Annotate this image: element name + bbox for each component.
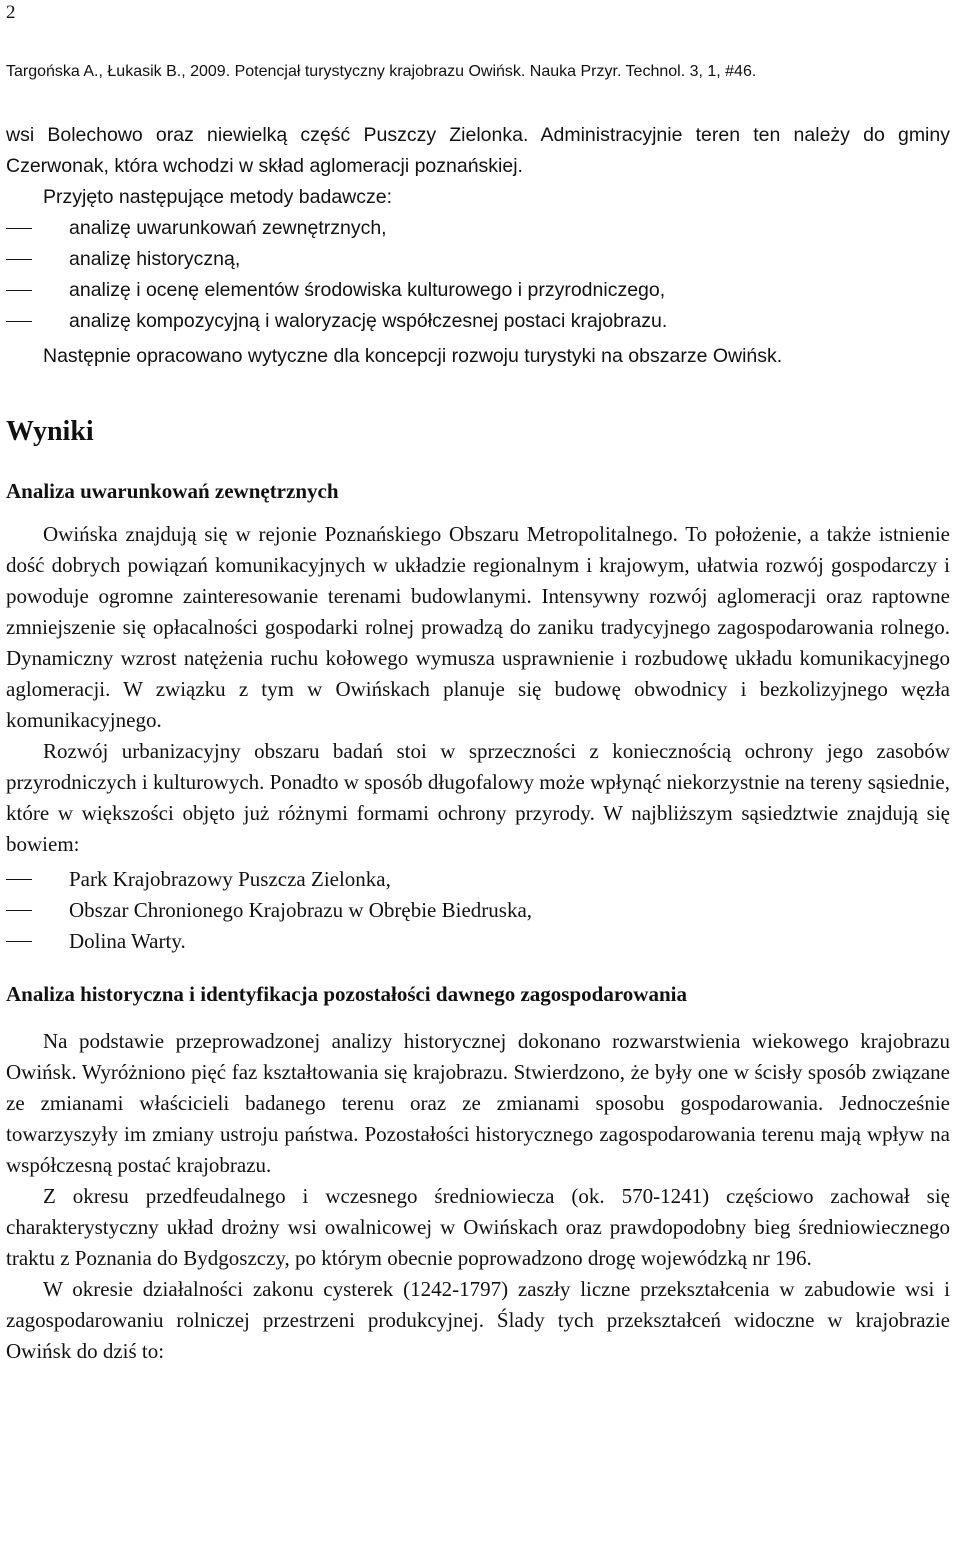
list-item: Obszar Chronionego Krajobrazu w Obrębie Biedruska,: [6, 895, 950, 926]
dash-bullet: [6, 259, 32, 260]
dash-bullet: [6, 879, 32, 880]
intro-paragraph: [6, 120, 950, 213]
subsection-heading-external: Analiza uwarunkowań zewnętrznych: [6, 479, 339, 503]
article-body: [6, 120, 950, 1367]
next-paragraph: Następnie opracowano wytyczne dla koncepcji rozwoju turystyki na obszarze Owińsk.: [43, 345, 783, 367]
intro-line: wsi Bolechowo oraz niewielką część Puszczy Zielonka. Administracyjnie teren ten należy do gminy Czerwonak, która wchodzi w skład aglomeracji poznańskiej.: [6, 124, 950, 177]
external-paragraph-2: Rozwój urbanizacyjny obszaru badań stoi w sprzeczności z koniecznością ochrony jego zasobów przyrodniczych i kulturowych. Ponadto w sposób długofalowy może wpłynąć niekorzystnie na tereny sąsiednie, które w większości objęto już różnymi formami ochrony przyrody. W najbliższym sąsiedztwie znajdują się bowiem:: [6, 739, 950, 856]
dash-bullet: [6, 941, 32, 942]
page-number: 2: [6, 2, 16, 23]
dash-bullet: [6, 290, 32, 291]
list-item: analizę i ocenę elementów środowiska kulturowego i przyrodniczego,: [6, 275, 950, 306]
protected-areas-list: [6, 864, 950, 957]
subsection-heading-historical: Analiza historyczna i identyfikacja pozostałości dawnego zagospodarowania: [6, 982, 687, 1006]
dash-bullet: [6, 321, 32, 322]
historical-paragraph-1: Na podstawie przeprowadzonej analizy historycznej dokonano rozwarstwienia wiekowego krajobrazu Owińsk. Wyróżniono pięć faz kształtowania się krajobrazu. Stwierdzono, że były one w ścisły sposób związane ze zmianami właścicieli badanego terenu oraz ze zmianami sposobu gospodarowania. Jednocześnie towarzyszyły im zmiany ustroju państwa. Pozostałości historycznego zagospodarowania terenu mają wpływ na współczesną postać krajobrazu.: [6, 1029, 950, 1177]
section-heading-results: Wyniki: [6, 416, 94, 447]
list-item: Park Krajobrazowy Puszcza Zielonka,: [6, 864, 950, 895]
dash-bullet: [6, 228, 32, 229]
list-item: Dolina Warty.: [6, 926, 950, 957]
list-item: analizę kompozycyjną i waloryzację współczesnej postaci krajobrazu.: [6, 306, 950, 337]
historical-paragraph-2: Z okresu przedfeudalnego i wczesnego średniowiecza (ok. 570-1241) częściowo zachował się charakterystyczny układ drożny wsi owalnicowej w Owińskach oraz prawdopodobny bieg średniowiecznego traktu z Poznania do Bydgoszczy, po którym obecnie poprowadzono drogę wojewódzką nr 196.: [6, 1184, 950, 1270]
list-item: analizę historyczną,: [6, 244, 950, 275]
list-item: analizę uwarunkowań zewnętrznych,: [6, 213, 950, 244]
methods-lead: Przyjęto następujące metody badawcze:: [43, 186, 393, 208]
running-citation: Targońska A., Łukasik B., 2009. Potencjał turystyczny krajobrazu Owińsk. Nauka Przyr. Technol. 3, 1, #46.: [6, 63, 757, 80]
historical-paragraph-3: W okresie działalności zakonu cysterek (1242-1797) zaszły liczne przekształcenia w zabudowie wsi i zagospodarowaniu rolniczej przestrzeni produkcyjnej. Ślady tych przekształceń widoczne w krajobrazie Owińsk do dziś to:: [6, 1277, 950, 1363]
external-paragraph-1: Owińska znajdują się w rejonie Poznańskiego Obszaru Metropolitalnego. To położenie, a także istnienie dość dobrych powiązań komunikacyjnych w układzie regionalnym i krajowym, ułatwia rozwój gospodarczy i powoduje ogromne zainteresowanie terenami budowlanymi. Intensywny rozwój aglomeracji oraz raptowne zmniejszenie się opłacalności gospodarki rolnej prowadzą do zaniku tradycyjnego zagospodarowania rolnego. Dynamiczny wzrost natężenia ruchu kołowego wymusza usprawnienie i rozbudowę układu komunikacyjnego aglomeracji. W związku z tym w Owińskach planuje się budowę obwodnicy i bezkolizyjnego węzła komunikacyjnego.: [6, 522, 950, 732]
methods-list: [6, 213, 950, 337]
dash-bullet: [6, 910, 32, 911]
